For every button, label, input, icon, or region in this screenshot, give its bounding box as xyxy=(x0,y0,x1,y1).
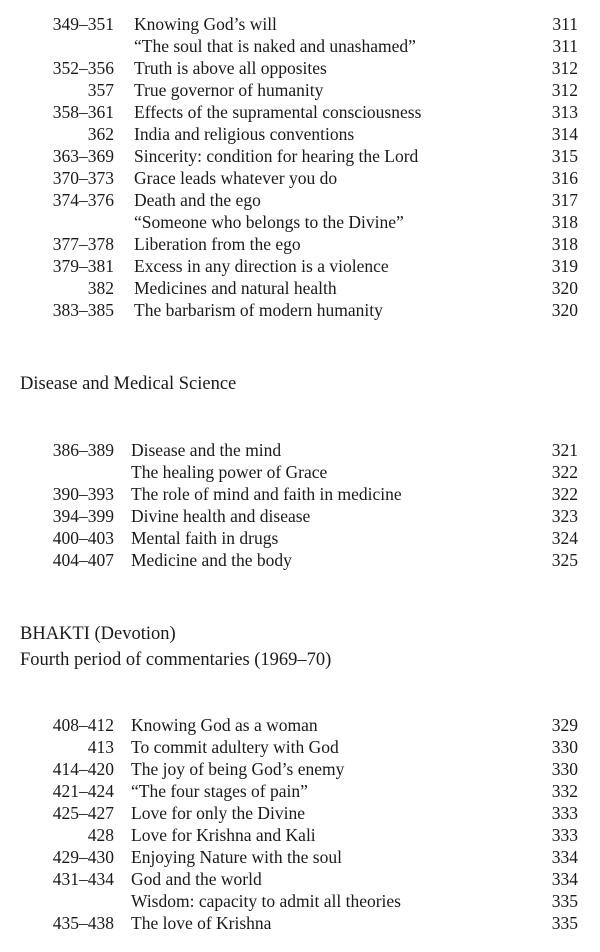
entry-page: 321 xyxy=(551,440,578,460)
toc-entry xyxy=(0,123,600,145)
entry-page: 324 xyxy=(551,528,578,548)
toc-entry xyxy=(0,780,600,802)
section-heading: BHAKTI (Devotion) xyxy=(20,624,176,644)
entry-title: Sincerity: condition for hearing the Lord xyxy=(134,146,419,166)
entry-title: Excess in any direction is a violence xyxy=(134,256,389,276)
entry-page: 322 xyxy=(551,462,578,482)
entry-range: 414–420 xyxy=(52,759,114,779)
entry-title: Medicines and natural health xyxy=(134,278,337,298)
entry-range: 400–403 xyxy=(52,528,114,548)
toc-entry xyxy=(0,758,600,780)
toc-entry xyxy=(0,299,600,321)
entry-range: 363–369 xyxy=(52,146,114,166)
entry-page: 317 xyxy=(551,190,578,210)
entry-page: 314 xyxy=(551,124,578,144)
toc-entry xyxy=(0,211,600,233)
entry-page: 313 xyxy=(551,102,578,122)
entry-page: 316 xyxy=(551,168,578,188)
entry-title: Medicine and the body xyxy=(131,550,292,570)
entry-page: 333 xyxy=(551,803,578,823)
entry-title: Divine health and disease xyxy=(131,506,311,526)
toc-entry xyxy=(0,167,600,189)
entry-page: 318 xyxy=(551,234,578,254)
entry-page: 311 xyxy=(552,36,578,56)
entry-title: Disease and the mind xyxy=(131,440,282,460)
entry-title: The role of mind and faith in medicine xyxy=(131,484,402,504)
entry-range: 413 xyxy=(87,737,114,757)
entry-title: Death and the ego xyxy=(134,190,261,210)
entry-range: 435–438 xyxy=(52,913,114,933)
toc-entry xyxy=(0,483,600,505)
toc-entry xyxy=(0,912,600,934)
toc-entry xyxy=(0,13,600,35)
toc-entry xyxy=(0,277,600,299)
entry-range: 428 xyxy=(87,825,114,845)
toc-entry xyxy=(0,189,600,211)
entry-page: 334 xyxy=(551,869,578,889)
entry-range: 408–412 xyxy=(52,715,114,735)
entry-title: “The soul that is naked and unashamed” xyxy=(134,36,416,56)
entry-page: 323 xyxy=(551,506,578,526)
entry-range: 394–399 xyxy=(52,506,114,526)
entry-range: 421–424 xyxy=(52,781,114,801)
entry-range: 379–381 xyxy=(52,256,114,276)
toc-entry xyxy=(0,736,600,758)
toc-entry xyxy=(0,145,600,167)
entry-title: Truth is above all opposites xyxy=(134,58,327,78)
entry-title: Grace leads whatever you do xyxy=(134,168,338,188)
entry-page: 334 xyxy=(551,847,578,867)
entry-page: 312 xyxy=(551,80,578,100)
entry-page: 319 xyxy=(551,256,578,276)
toc-entry xyxy=(0,233,600,255)
entry-range: 357 xyxy=(87,80,114,100)
toc-entry xyxy=(0,824,600,846)
toc-entry xyxy=(0,846,600,868)
entry-title: Knowing God’s will xyxy=(134,14,277,34)
entry-page: 315 xyxy=(551,146,578,166)
toc-entry xyxy=(0,79,600,101)
entry-range: 383–385 xyxy=(52,300,114,320)
toc-entry xyxy=(0,802,600,824)
entry-page: 320 xyxy=(551,278,578,298)
toc-entry xyxy=(0,505,600,527)
entry-range: 386–389 xyxy=(52,440,114,460)
entry-page: 322 xyxy=(551,484,578,504)
section-subheading: Fourth period of commentaries (1969–70) xyxy=(20,650,332,670)
entry-page: 320 xyxy=(551,300,578,320)
entry-title: Enjoying Nature with the soul xyxy=(131,847,342,867)
entry-range: 370–373 xyxy=(52,168,114,188)
entry-page: 330 xyxy=(551,759,578,779)
entry-page: 335 xyxy=(551,891,578,911)
toc-entry xyxy=(0,101,600,123)
entry-range: 382 xyxy=(87,278,114,298)
entry-range: 358–361 xyxy=(52,102,114,122)
entry-range: 362 xyxy=(87,124,114,144)
entry-title: Love for only the Divine xyxy=(131,803,305,823)
entry-page: 330 xyxy=(551,737,578,757)
entry-range: 374–376 xyxy=(52,190,114,210)
entry-page: 312 xyxy=(551,58,578,78)
section-heading: Disease and Medical Science xyxy=(20,374,237,394)
entry-range: 404–407 xyxy=(52,550,114,570)
toc-entry xyxy=(0,439,600,461)
entry-title: True governor of humanity xyxy=(134,80,324,100)
toc-entry xyxy=(0,527,600,549)
entry-title: Mental faith in drugs xyxy=(131,528,279,548)
toc-entry xyxy=(0,714,600,736)
entry-page: 335 xyxy=(551,913,578,933)
entry-page: 311 xyxy=(552,14,578,34)
entry-title: Effects of the supramental consciousness xyxy=(134,102,422,122)
entry-page: 333 xyxy=(551,825,578,845)
entry-range: 425–427 xyxy=(52,803,114,823)
entry-range: 431–434 xyxy=(52,869,114,889)
entry-title: Love for Krishna and Kali xyxy=(131,825,316,845)
toc-entry xyxy=(0,549,600,571)
entry-title: Liberation from the ego xyxy=(134,234,301,254)
entry-page: 329 xyxy=(551,715,578,735)
entry-range: 377–378 xyxy=(52,234,114,254)
entry-title: The love of Krishna xyxy=(131,913,272,933)
entry-title: “The four stages of pain” xyxy=(131,781,308,801)
entry-title: The healing power of Grace xyxy=(131,462,328,482)
toc-entry xyxy=(0,890,600,912)
toc-entry xyxy=(0,461,600,483)
entry-title: To commit adultery with God xyxy=(131,737,339,757)
entry-title: “Someone who belongs to the Divine” xyxy=(134,212,404,232)
entry-range: 349–351 xyxy=(52,14,114,34)
toc-entry xyxy=(0,35,600,57)
entry-page: 318 xyxy=(551,212,578,232)
entry-title: Knowing God as a woman xyxy=(131,715,318,735)
entry-title: Wisdom: capacity to admit all theories xyxy=(131,891,401,911)
entry-title: God and the world xyxy=(131,869,262,889)
toc-entry xyxy=(0,255,600,277)
toc-entry xyxy=(0,57,600,79)
entry-range: 390–393 xyxy=(52,484,114,504)
entry-title: The barbarism of modern humanity xyxy=(134,300,383,320)
entry-page: 325 xyxy=(551,550,578,570)
toc-entry xyxy=(0,868,600,890)
entry-title: The joy of being God’s enemy xyxy=(131,759,345,779)
entry-page: 332 xyxy=(551,781,578,801)
entry-range: 429–430 xyxy=(52,847,114,867)
entry-range: 352–356 xyxy=(52,58,114,78)
entry-title: India and religious conventions xyxy=(134,124,355,144)
